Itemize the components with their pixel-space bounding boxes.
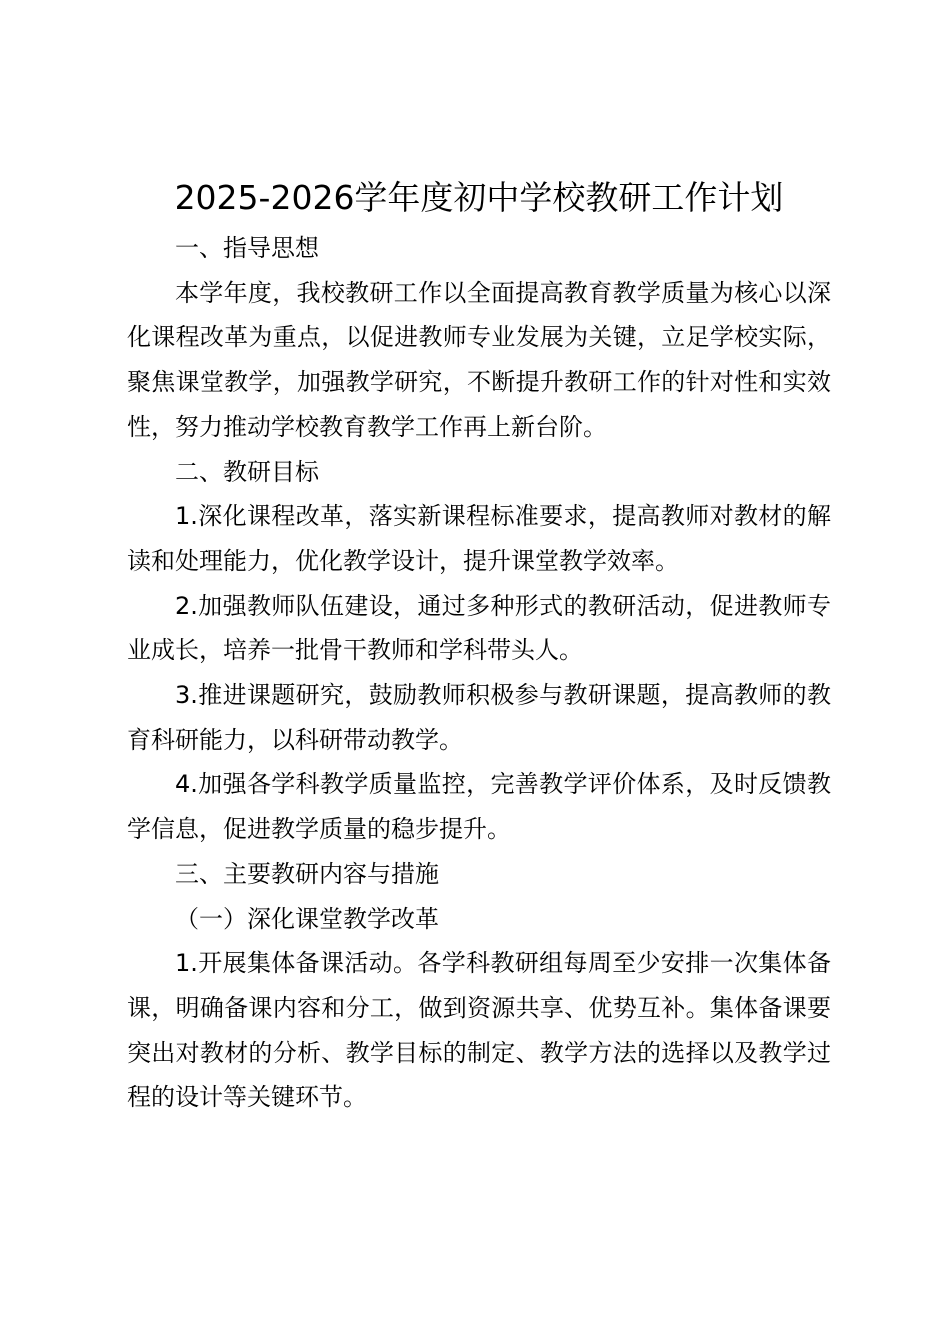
paragraph-goal-3: 3.推进课题研究，鼓励教师积极参与教研课题，提高教师的教育科研能力，以科研带动教学。 — [127, 681, 831, 754]
section-heading-research-goals: 二、教研目标 — [175, 457, 319, 486]
paragraph-goal-4: 4.加强各学科教学质量监控，完善教学评价体系，及时反馈教学信息，促进教学质量的稳步提升。 — [127, 770, 831, 844]
paragraph-guiding-ideology: 本学年度，我校教研工作以全面提高教育教学质量为核心以深化课程改革为重点，以促进教师专业发展为关键，立足学校实际，聚焦课堂教学，加强教学研究，不断提升教研工作的针对性和实效性，努力推动学校教育教学工作再上新台阶。 — [127, 278, 831, 441]
subsection-heading-classroom-reform: （一）深化课堂教学改革 — [175, 904, 439, 933]
section-heading-guiding-ideology: 一、指导思想 — [175, 234, 319, 262]
paragraph-collective-lesson-prep: 1.开展集体备课活动。各学科教研组每周至少安排一次集体备课，明确备课内容和分工，做到资源共享、优势互补。集体备课要突出对教材的分析、教学目标的制定、教学方法的选择以及教学过程的设计等关键环节。 — [127, 949, 831, 1112]
paragraph-goal-1: 1.深化课程改革，落实新课程标准要求，提高教师对教材的解读和处理能力，优化教学设计，提升课堂教学效率。 — [127, 502, 831, 575]
section-heading-main-content: 三、主要教研内容与措施 — [175, 859, 439, 888]
document-page — [127, 170, 831, 1120]
paragraph-goal-2: 2.加强教师队伍建设，通过多种形式的教研活动，促进教师专业成长，培养一批骨干教师和学科带头人。 — [127, 591, 831, 665]
document-title: 2025-2026学年度初中学校教研工作计划 — [174, 178, 784, 217]
